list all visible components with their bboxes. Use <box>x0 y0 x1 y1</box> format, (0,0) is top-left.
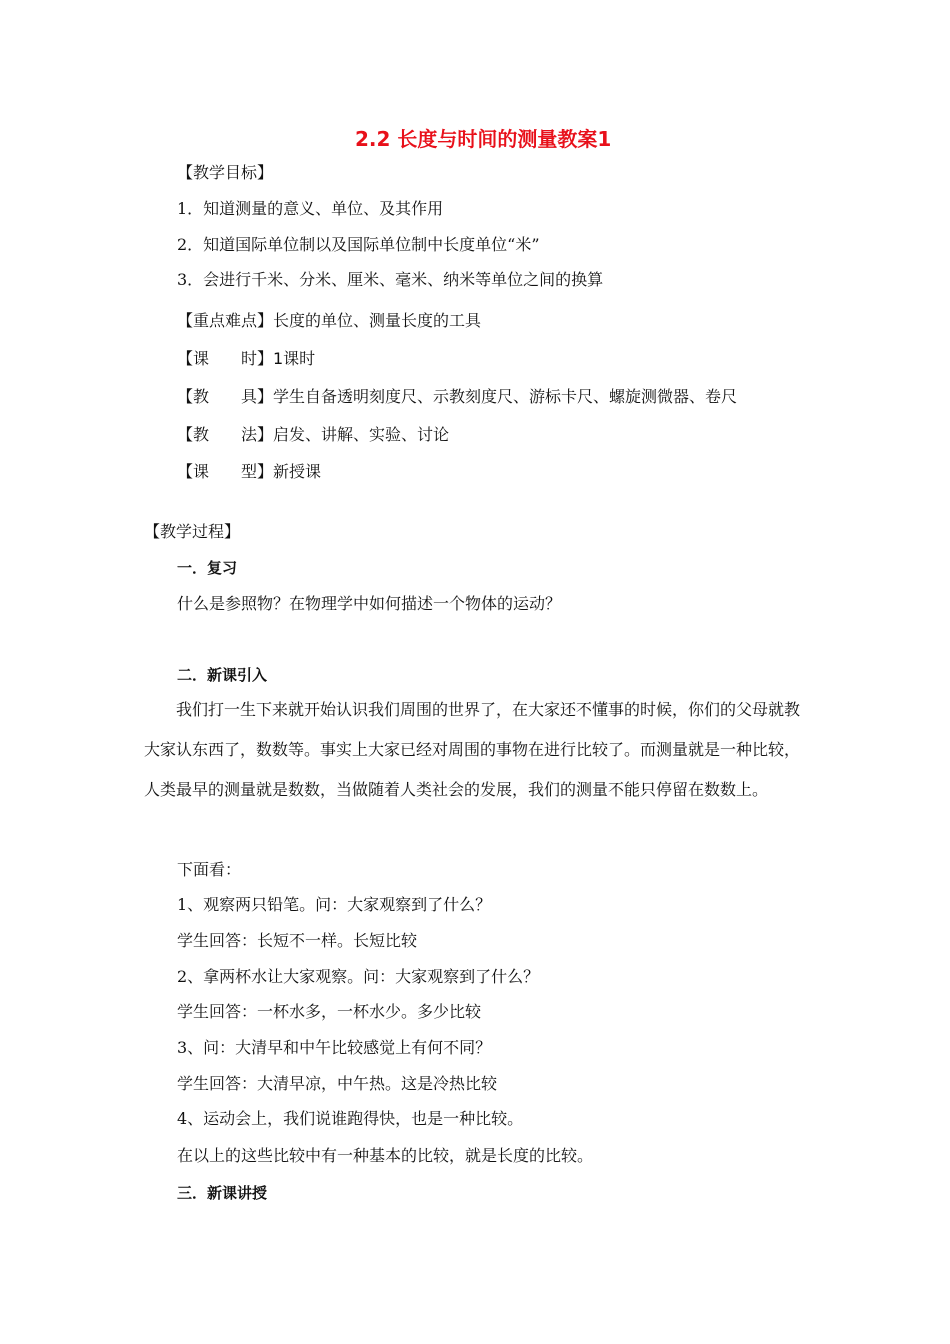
objective-item: 1．知道测量的意义、单位、及其作用 <box>177 199 444 218</box>
page-title: 2.2 长度与时间的测量教案1 <box>355 127 612 151</box>
process-heading: 【教学过程】 <box>144 522 241 541</box>
objectives-heading: 【教学目标】 <box>177 163 274 182</box>
section-review-text: 什么是参照物？在物理学中如何描述一个物体的运动？ <box>177 594 562 613</box>
section-lecture-heading: 三．新课讲授 <box>177 1184 268 1202</box>
section-review-heading: 一．复习 <box>177 559 238 577</box>
meta-teaching-tools: 【教 具】学生自备透明刻度尺、示教刻度尺、游标卡尺、螺旋测微器、卷尺 <box>177 387 738 406</box>
intro-line: 4、运动会上，我们说谁跑得快，也是一种比较。 <box>177 1109 524 1128</box>
meta-teaching-methods: 【教 法】启发、讲解、实验、讨论 <box>177 425 450 444</box>
intro-line: 学生回答：长短不一样。长短比较 <box>177 931 418 950</box>
intro-line: 学生回答：一杯水多，一杯水少。多少比较 <box>177 1002 482 1021</box>
section-intro-heading: 二．新课引入 <box>177 666 268 684</box>
intro-line: 下面看： <box>177 860 242 879</box>
meta-lesson-type: 【课 型】新授课 <box>177 462 322 481</box>
meta-class-hours: 【课 时】1课时 <box>177 349 316 368</box>
objective-item: 2．知道国际单位制以及国际单位制中长度单位“米” <box>177 235 540 254</box>
section-intro-paragraph: 我们打一生下来就开始认识我们周围的世界了，在大家还不懂事的时候，你们的父母就教大家认东西了，数数等。事实上大家已经对周围的事物在进行比较了。而测量就是一种比较，人类最早的测量就是数数，当做随着人类社会的发展，我们的测量不能只停留在数数上。 <box>144 700 801 799</box>
intro-line: 1、观察两只铅笔。问：大家观察到了什么？ <box>177 895 492 914</box>
objective-item: 3．会进行千米、分米、厘米、毫米、纳米等单位之间的换算 <box>177 270 604 289</box>
intro-line: 学生回答：大清早凉，中午热。这是冷热比较 <box>177 1074 498 1093</box>
intro-line: 在以上的这些比较中有一种基本的比较，就是长度的比较。 <box>177 1146 594 1165</box>
meta-key-points: 【重点难点】长度的单位、测量长度的工具 <box>177 311 482 330</box>
intro-line: 3、问：大清早和中午比较感觉上有何不同？ <box>177 1038 492 1057</box>
intro-line: 2、拿两杯水让大家观察。问：大家观察到了什么？ <box>177 967 540 986</box>
